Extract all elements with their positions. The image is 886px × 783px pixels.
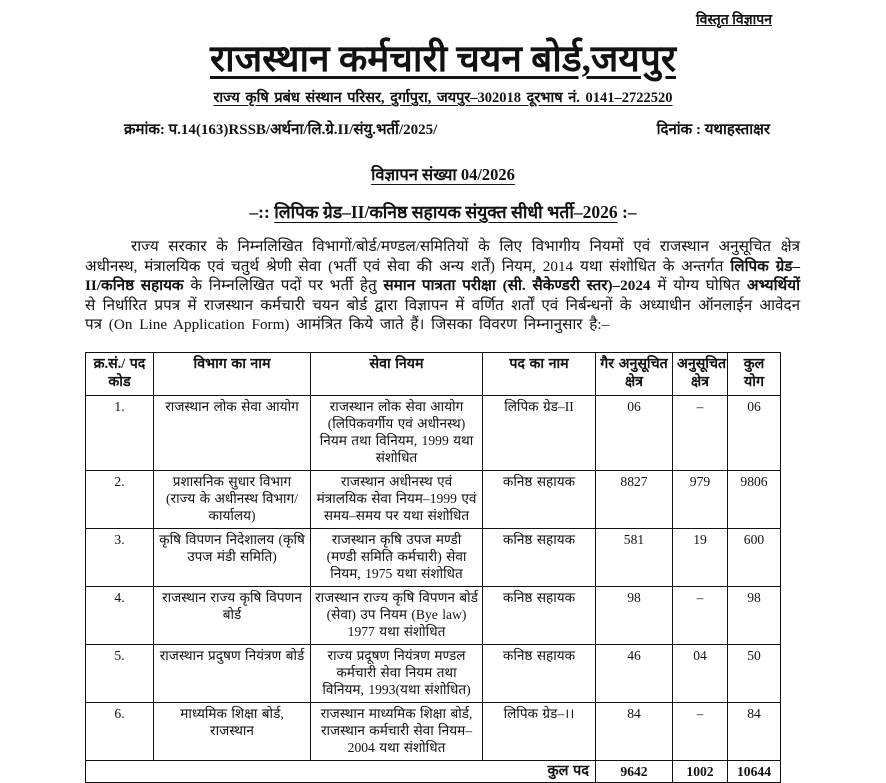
cell-service-rules: राजस्थान राज्य कृषि विपणन बोर्ड (सेवा) उप नियम (Bye law) 1977 यथा संशोधित [311, 586, 483, 644]
cell-post-name: कनिष्ठ सहायक [483, 528, 596, 586]
header-service-rules: सेवा नियम [311, 352, 483, 395]
board-title-row [0, 31, 886, 82]
cell-non-scheduled-area: 84 [596, 702, 673, 760]
recruitment-subject-row [0, 200, 886, 224]
header-scheduled-area: अनुसूचित क्षेत्र [673, 352, 728, 395]
cell-scheduled-area: 04 [673, 644, 728, 702]
cell-department: कृषि विपणन निदेशालय (कृषि उपज मंडी समिति) [154, 528, 311, 586]
table-row [86, 395, 781, 470]
total-non-scheduled: 9642 [596, 760, 673, 782]
cell-post-name: कनिष्ठ सहायक [483, 644, 596, 702]
total-overall: 10644 [728, 760, 781, 782]
table-row [86, 644, 781, 702]
intro-paragraph [85, 237, 800, 335]
cell-post-name: कनिष्ठ सहायक [483, 586, 596, 644]
intro-part-2: के निम्नलिखित पदों पर भर्ती हेतु [183, 277, 384, 295]
table-row [86, 586, 781, 644]
advertisement-number-row [0, 162, 886, 185]
cell-service-rules: राजस्थान कृषि उपज मण्डी (मण्डी समिति कर्मचारी) सेवा नियम, 1975 यथा संशोधित [311, 528, 483, 586]
top-right-row [0, 10, 886, 29]
detailed-advertisement-label: विस्तृत विज्ञापन [695, 13, 772, 28]
cell-department: प्रशासनिक सुधार विभाग (राज्य के अधीनस्थ विभाग/कार्यालय) [154, 470, 311, 528]
subject-suffix: :– [617, 202, 637, 222]
total-row [86, 760, 781, 782]
cell-sno: 3. [86, 528, 154, 586]
cell-service-rules: राजस्थान माध्यमिक शिक्षा बोर्ड, राजस्थान कर्मचारी सेवा नियम–2004 यथा संशोधित [311, 702, 483, 760]
board-address-row [0, 87, 886, 107]
intro-bold-candidates: अभ्यर्थियों [746, 277, 801, 295]
board-title: राजस्थान कर्मचारी चयन बोर्ड,जयपुर [210, 39, 676, 80]
cell-scheduled-area: – [673, 395, 728, 470]
date-line: दिनांक : यथाहस्ताक्षर [656, 122, 770, 138]
cell-sno: 1. [86, 395, 154, 470]
cell-non-scheduled-area: 581 [596, 528, 673, 586]
intro-part-1: राज्य सरकार के निम्नलिखित विभागों/बोर्ड/मण्डल/समितियों के लिए विभागीय नियमों एवं राजस्थान अनुसूचित क्षेत्र अधीनस्थ, मंत्रालयिक एवं चतुर्थ श्रेणी सेवा (भर्ती एवं सेवा की अन्य शर्तें) नियम, 2014 यथा संशोधित के अन्तर्गत [85, 238, 800, 275]
intro-bold-post-names: लिपिक ग्रेड–II/कनिष्ठ सहायक [85, 257, 800, 295]
cell-total: 06 [728, 395, 781, 470]
advertisement-number: विज्ञापन संख्या 04/2026 [371, 165, 515, 184]
cell-department: राजस्थान लोक सेवा आयोग [154, 395, 311, 470]
recruitment-subject: लिपिक ग्रेड–II/कनिष्ठ सहायक संयुक्त सीधी भर्ती–2026 [274, 202, 618, 222]
intro-part-3: में योग्य घोषित [650, 277, 747, 295]
header-post-name: पद का नाम [483, 352, 596, 395]
cell-service-rules: राज्य प्रदूषण नियंत्रण मण्डल कर्मचारी सेवा नियम तथा विनियम, 1993(यथा संशोधित) [311, 644, 483, 702]
table-row [86, 470, 781, 528]
cell-sno: 2. [86, 470, 154, 528]
vacancy-table [85, 352, 781, 783]
intro-bold-cet-exam: समान पात्रता परीक्षा (सी. सैकेण्डरी स्तर)–2024 [383, 277, 651, 295]
table-row [86, 702, 781, 760]
cell-total: 600 [728, 528, 781, 586]
reference-number: क्रमांक: प.14(163)RSSB/अर्थना/लि.ग्रे.II/संयु.भर्ती/2025/ [124, 122, 438, 138]
cell-scheduled-area: – [673, 586, 728, 644]
cell-scheduled-area: 979 [673, 470, 728, 528]
cell-department: राजस्थान प्रदुषण नियंत्रण बोर्ड [154, 644, 311, 702]
cell-sno: 5. [86, 644, 154, 702]
cell-service-rules: राजस्थान अधीनस्थ एवं मंत्रालयिक सेवा नियम–1999 एवं समय–समय पर यथा संशोधित [311, 470, 483, 528]
table-row [86, 528, 781, 586]
board-address: राज्य कृषि प्रबंध संस्थान परिसर, दुर्गापुरा, जयपुर–302018 दूरभाष नं. 0141–2722520 [213, 90, 673, 106]
cell-non-scheduled-area: 98 [596, 586, 673, 644]
subject-prefix: –:: [249, 202, 275, 222]
header-total: कुल योग [728, 352, 781, 395]
cell-post-name: कनिष्ठ सहायक [483, 470, 596, 528]
cell-department: माध्यमिक शिक्षा बोर्ड, राजस्थान [154, 702, 311, 760]
cell-sno: 4. [86, 586, 154, 644]
header-non-scheduled-area: गैर अनुसूचित क्षेत्र [596, 352, 673, 395]
cell-non-scheduled-area: 8827 [596, 470, 673, 528]
cell-scheduled-area: – [673, 702, 728, 760]
cell-total: 9806 [728, 470, 781, 528]
reference-row [124, 119, 770, 139]
cell-scheduled-area: 19 [673, 528, 728, 586]
cell-non-scheduled-area: 06 [596, 395, 673, 470]
total-label: कुल पद [86, 760, 596, 782]
total-scheduled: 1002 [673, 760, 728, 782]
header-sno: क्र.सं./ पद कोड [86, 352, 154, 395]
cell-total: 50 [728, 644, 781, 702]
table-header-row [86, 352, 781, 395]
header-department: विभाग का नाम [154, 352, 311, 395]
cell-total: 98 [728, 586, 781, 644]
cell-non-scheduled-area: 46 [596, 644, 673, 702]
cell-total: 84 [728, 702, 781, 760]
cell-department: राजस्थान राज्य कृषि विपणन बोर्ड [154, 586, 311, 644]
cell-sno: 6. [86, 702, 154, 760]
cell-post-name: लिपिक ग्रेड–।। [483, 702, 596, 760]
cell-service-rules: राजस्थान लोक सेवा आयोग (लिपिकवर्गीय एवं अधीनस्थ) नियम तथा विनियम, 1999 यथा संशोधित [311, 395, 483, 470]
intro-part-4: से निर्धारित प्रपत्र में राजस्थान कर्मचारी चयन बोर्ड द्वारा विज्ञापन में वर्णित शर्तों एवं निर्बन्धनों के अध्याधीन ऑनलाईन आवेदन पत्र (On Line Application Form) आमंत्रित किये जाते हैं। जिसका विवरण निम्नानुसार है:– [85, 296, 800, 334]
cell-post-name: लिपिक ग्रेड–II [483, 395, 596, 470]
